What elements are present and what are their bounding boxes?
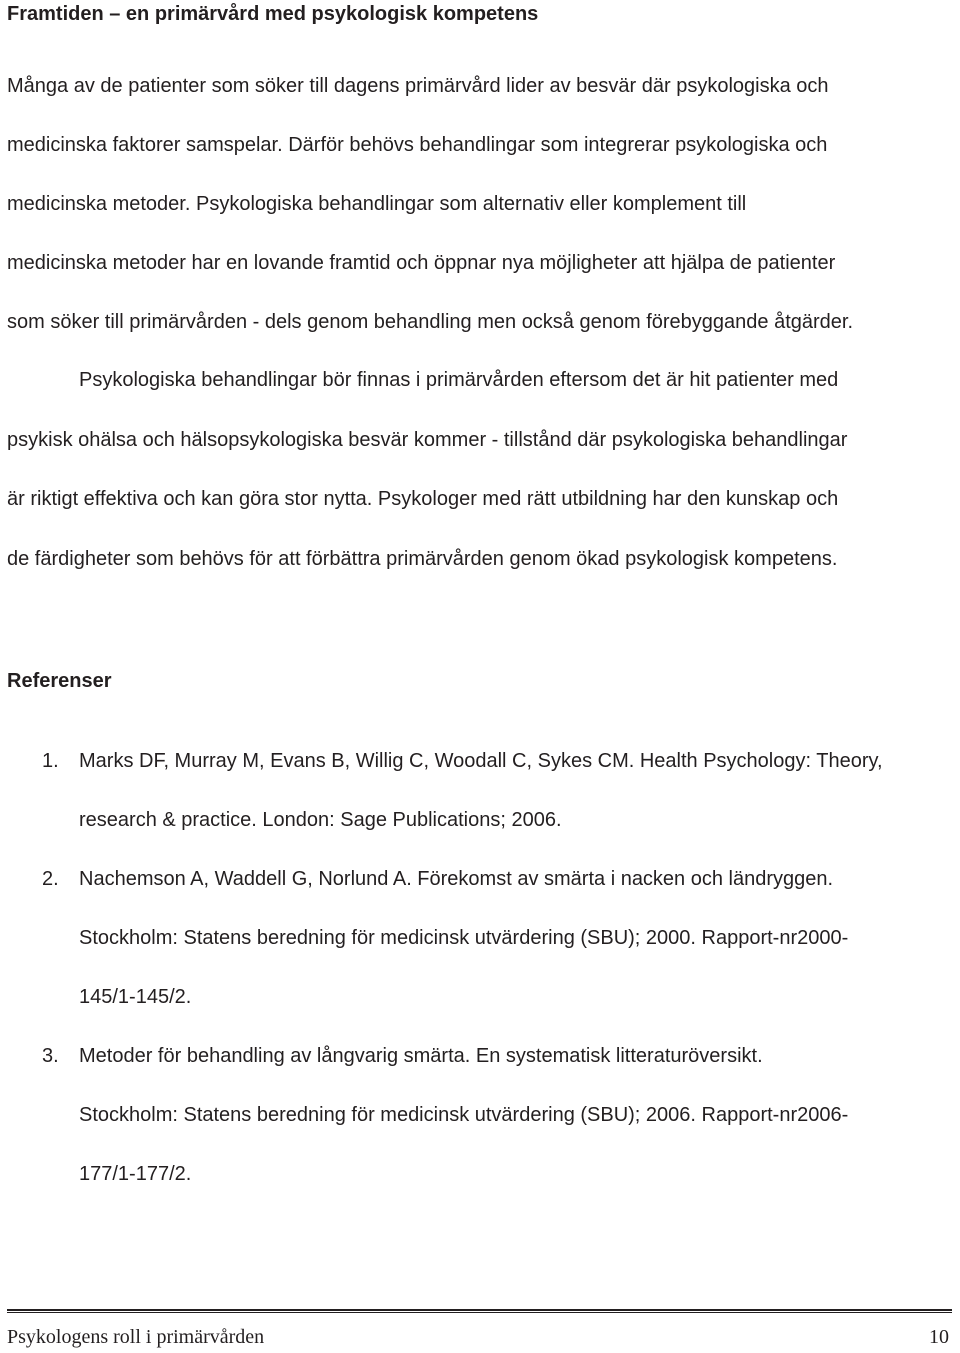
paragraph-2 [7, 351, 952, 589]
paragraph-line: psykisk ohälsa och hälsopsykologiska besvär kommer - tillstånd där psykologiska behandlingar [7, 428, 848, 451]
page-number: 10 [929, 1326, 949, 1348]
footer-divider [7, 1309, 952, 1313]
reference-number: 3. [42, 1045, 59, 1067]
paragraph-line: medicinska metoder. Psykologiska behandlingar som alternativ eller komplement till [7, 193, 747, 215]
reference-line: 145/1-145/2. [79, 986, 192, 1008]
reference-line: Metoder för behandling av långvarig smärta. En systematisk litteraturöversikt. [79, 1045, 763, 1067]
paragraph-1 [7, 57, 952, 352]
reference-line: Nachemson A, Waddell G, Norlund A. Förekomst av smärta i nacken och ländryggen. [79, 868, 834, 890]
reference-text [79, 732, 954, 850]
reference-text [79, 1027, 954, 1204]
reference-number: 2. [42, 868, 59, 890]
paragraph-line: medicinska metoder har en lovande framtid och öppnar nya möjligheter att hjälpa de patienter [7, 252, 836, 274]
footer-title: Psykologens roll i primärvården [7, 1326, 265, 1348]
reference-line: 177/1-177/2. [79, 1163, 192, 1185]
paragraph-line: är riktigt effektiva och kan göra stor nytta. Psykologer med rätt utbildning har den kunskap och [7, 488, 839, 510]
paragraph-line: som söker till primärvården - dels genom behandling men också genom förebyggande åtgärder. [7, 311, 854, 333]
references-heading: Referenser [7, 670, 112, 692]
reference-line: Stockholm: Statens beredning för medicinsk utvärdering (SBU); 2006. Rapport-nr2006- [79, 1104, 849, 1126]
section-heading: Framtiden – en primärvård med psykologisk kompetens [7, 3, 539, 25]
paragraph-line: medicinska faktorer samspelar. Därför behövs behandlingar som integrerar psykologiska och [7, 134, 828, 156]
reference-text [79, 850, 954, 1027]
paragraph-line: de färdigheter som behövs för att förbättra primärvården genom ökad psykologisk kompetens. [7, 547, 838, 570]
reference-number: 1. [42, 750, 59, 772]
reference-line: Stockholm: Statens beredning för medicinsk utvärdering (SBU); 2000. Rapport-nr2000- [79, 927, 849, 949]
reference-line: research & practice. London: Sage Publications; 2006. [79, 809, 562, 831]
paragraph-line: Psykologiska behandlingar bör finnas i primärvården eftersom det är hit patienter med [79, 369, 839, 391]
paragraph-line: Många av de patienter som söker till dagens primärvård lider av besvär där psykologiska och [7, 75, 829, 97]
reference-line: Marks DF, Murray M, Evans B, Willig C, Woodall C, Sykes CM. Health Psychology: Theory, [79, 750, 883, 772]
